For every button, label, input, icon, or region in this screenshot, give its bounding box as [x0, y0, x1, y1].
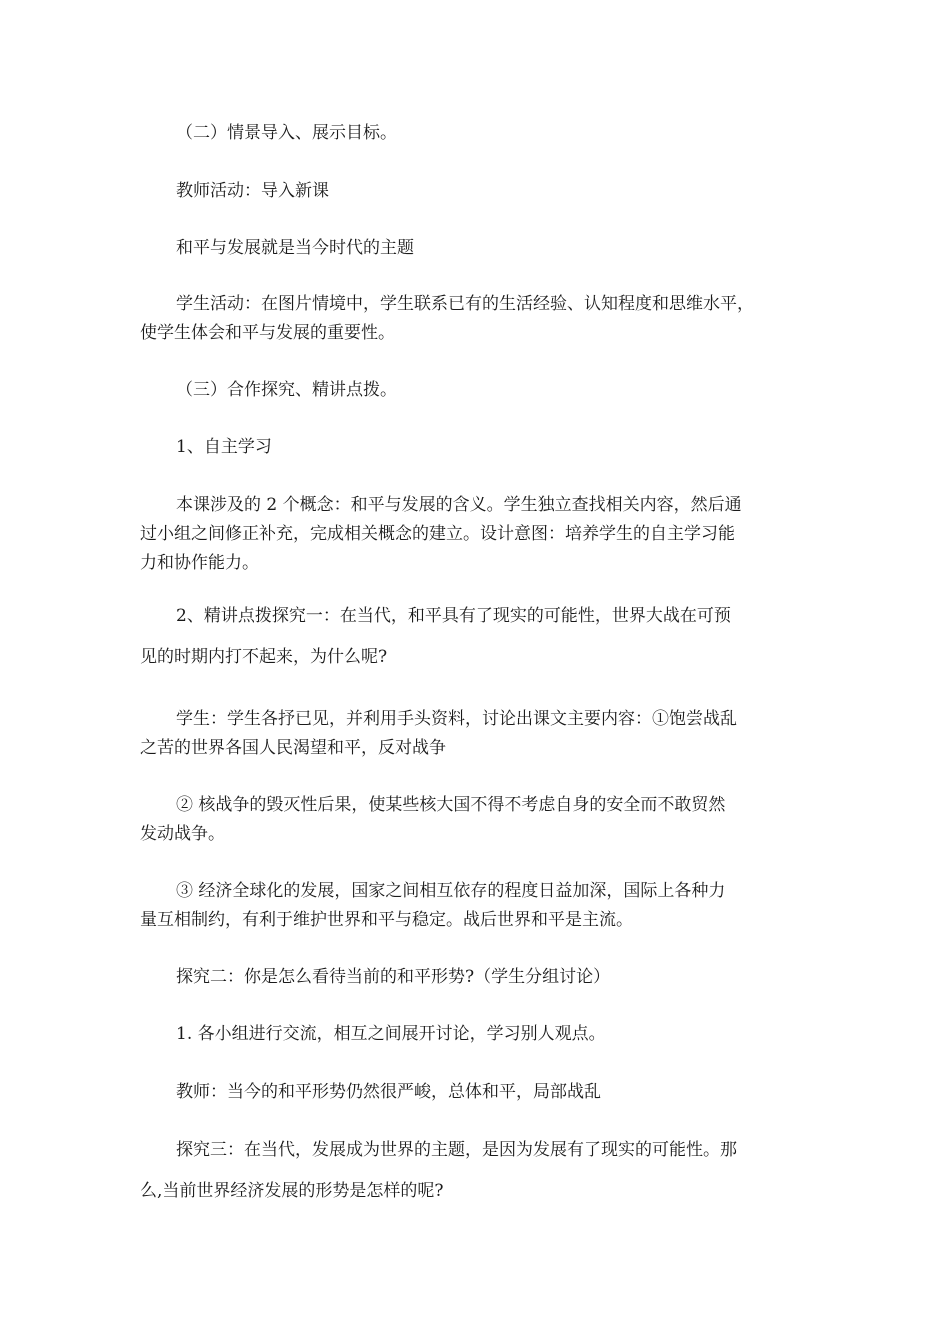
section-heading-scenario-intro [140, 119, 820, 148]
point-three-paragraph [140, 877, 820, 935]
group-exchange-paragraph [140, 1020, 820, 1049]
point-two-paragraph [140, 791, 820, 849]
text-line: 过小组之间修正补充，完成相关概念的建立。设计意图：培养学生的自主学习能 [140, 524, 735, 544]
inquiry-three-paragraph [140, 1136, 820, 1206]
inquiry-one-paragraph [140, 602, 820, 672]
text-line: （二）情景导入、展示目标。 [176, 123, 397, 143]
text-line: 教师：当今的和平形势仍然很严峻，总体和平，局部战乱 [176, 1082, 601, 1102]
text-line: （三）合作探究、精讲点拨。 [176, 380, 397, 400]
text-line: 么,当前世界经济发展的形势是怎样的呢? [140, 1181, 444, 1201]
teacher-activity-paragraph [140, 177, 820, 206]
text-line: 1. 各小组进行交流，相互之间展开讨论，学习别人观点。 [176, 1024, 606, 1044]
text-line: 力和协作能力。 [140, 553, 259, 573]
text-line: 探究三：在当代，发展成为世界的主题，是因为发展有了现实的可能性。那 [176, 1140, 737, 1160]
theme-statement-paragraph [140, 234, 820, 263]
text-line: 发动战争。 [140, 824, 225, 844]
student-discussion-paragraph [140, 705, 820, 763]
text-line: 量互相制约，有利于维护世界和平与稳定。战后世界和平是主流。 [140, 910, 633, 930]
text-line: 使学生体会和平与发展的重要性。 [140, 323, 395, 343]
student-activity-paragraph [140, 290, 820, 348]
text-line: 本课涉及的 2 个概念：和平与发展的含义。学生独立查找相关内容，然后通 [176, 495, 742, 515]
text-line: 见的时期内打不起来，为什么呢? [140, 647, 388, 667]
text-line: ③ 经济全球化的发展，国家之间相互依存的程度日益加深，国际上各种力 [176, 881, 726, 901]
teacher-summary-paragraph [140, 1078, 820, 1107]
text-line: 和平与发展就是当今时代的主题 [176, 238, 414, 258]
text-line: 教师活动：导入新课 [176, 181, 329, 201]
text-line: 学生活动：在图片情境中，学生联系已有的生活经验、认知程度和思维水平， [176, 294, 754, 314]
text-line: 探究二：你是怎么看待当前的和平形势?（学生分组讨论） [176, 967, 611, 987]
text-line: 2、精讲点拨探究一：在当代，和平具有了现实的可能性，世界大战在可预 [176, 606, 731, 626]
text-line: ② 核战争的毁灭性后果，使某些核大国不得不考虑自身的安全而不敢贸然 [176, 795, 726, 815]
self-study-heading [140, 433, 820, 462]
text-line: 1、自主学习 [176, 437, 272, 457]
text-line: 之苦的世界各国人民渴望和平，反对战争 [140, 738, 446, 758]
text-line: 学生：学生各抒已见，并利用手头资料，讨论出课文主要内容：①饱尝战乱 [176, 709, 737, 729]
section-heading-cooperative-inquiry [140, 376, 820, 405]
concepts-paragraph [140, 491, 820, 578]
inquiry-two-paragraph [140, 963, 820, 992]
